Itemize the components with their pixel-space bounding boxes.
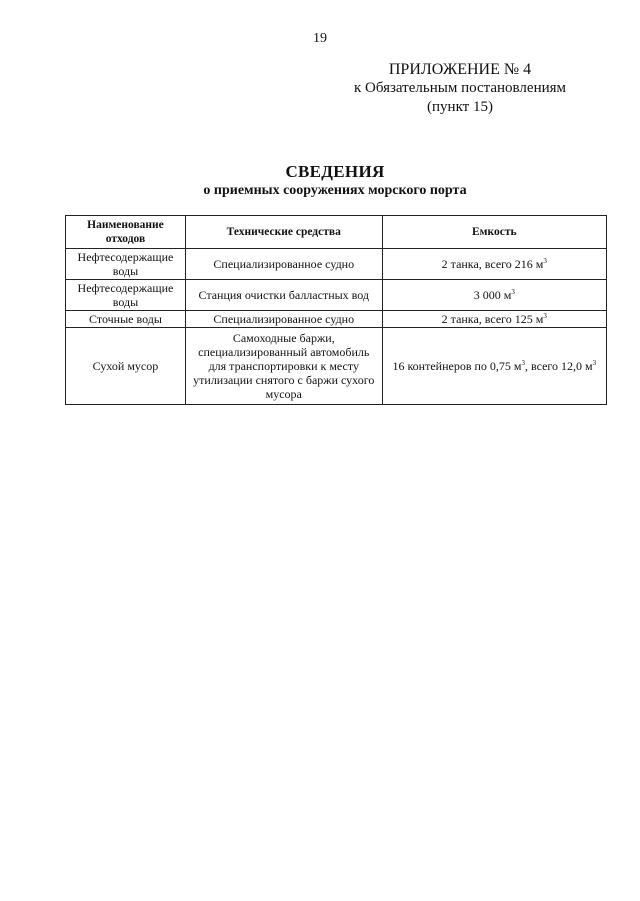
reception-facilities-table (65, 215, 607, 405)
waste-cell: Сточные воды (66, 311, 186, 328)
capacity-text-tail: , всего 12,0 м (525, 359, 593, 373)
appendix-title: ПРИЛОЖЕНИЕ № 4 (388, 61, 532, 78)
unit-superscript: 3 (511, 288, 515, 296)
unit-superscript: 3 (543, 312, 547, 320)
appendix-reference: к Обязательным постановлениям (353, 80, 567, 96)
appendix-heading (310, 60, 610, 117)
capacity-text: 2 танка, всего 216 м (441, 257, 544, 271)
document-title: СВЕДЕНИЯ (285, 162, 385, 181)
appendix-clause: (пункт 15) (427, 99, 493, 115)
waste-cell: Сухой мусор (66, 328, 186, 405)
table-row (66, 328, 607, 405)
capacity-cell (382, 280, 606, 311)
title-block (0, 162, 640, 200)
capacity-text: 3 000 м (473, 288, 512, 302)
table-row (66, 249, 607, 280)
capacity-cell (382, 311, 606, 328)
means-cell: Специализированное судно (185, 311, 382, 328)
page-number: 19 (313, 31, 327, 46)
table-row (66, 311, 607, 328)
unit-superscript: 3 (543, 257, 547, 265)
unit-superscript: 3 (592, 359, 597, 367)
means-cell: Станция очистки балластных вод (185, 280, 382, 311)
means-cell: Специализированное судно (185, 249, 382, 280)
table-header-row (66, 216, 607, 249)
capacity-cell (382, 328, 606, 405)
means-cell: Самоходные баржи, специализированный автомобиль для транспортировки к месту утилизации снятого с баржи сухого мусора (185, 328, 382, 405)
waste-cell: Нефтесодержащие воды (66, 280, 186, 311)
unit-superscript: 3 (521, 359, 526, 367)
capacity-cell (382, 249, 606, 280)
capacity-text: 16 контейнеров по 0,75 м (392, 359, 522, 373)
header-waste-name: Наименование отходов (66, 216, 186, 249)
table-row (66, 280, 607, 311)
header-capacity: Емкость (382, 216, 606, 249)
header-technical-means: Технические средства (185, 216, 382, 249)
waste-cell: Нефтесодержащие воды (66, 249, 186, 280)
capacity-text: 2 танка, всего 125 м (441, 312, 544, 326)
document-subtitle: о приемных сооружениях морского порта (203, 183, 467, 198)
